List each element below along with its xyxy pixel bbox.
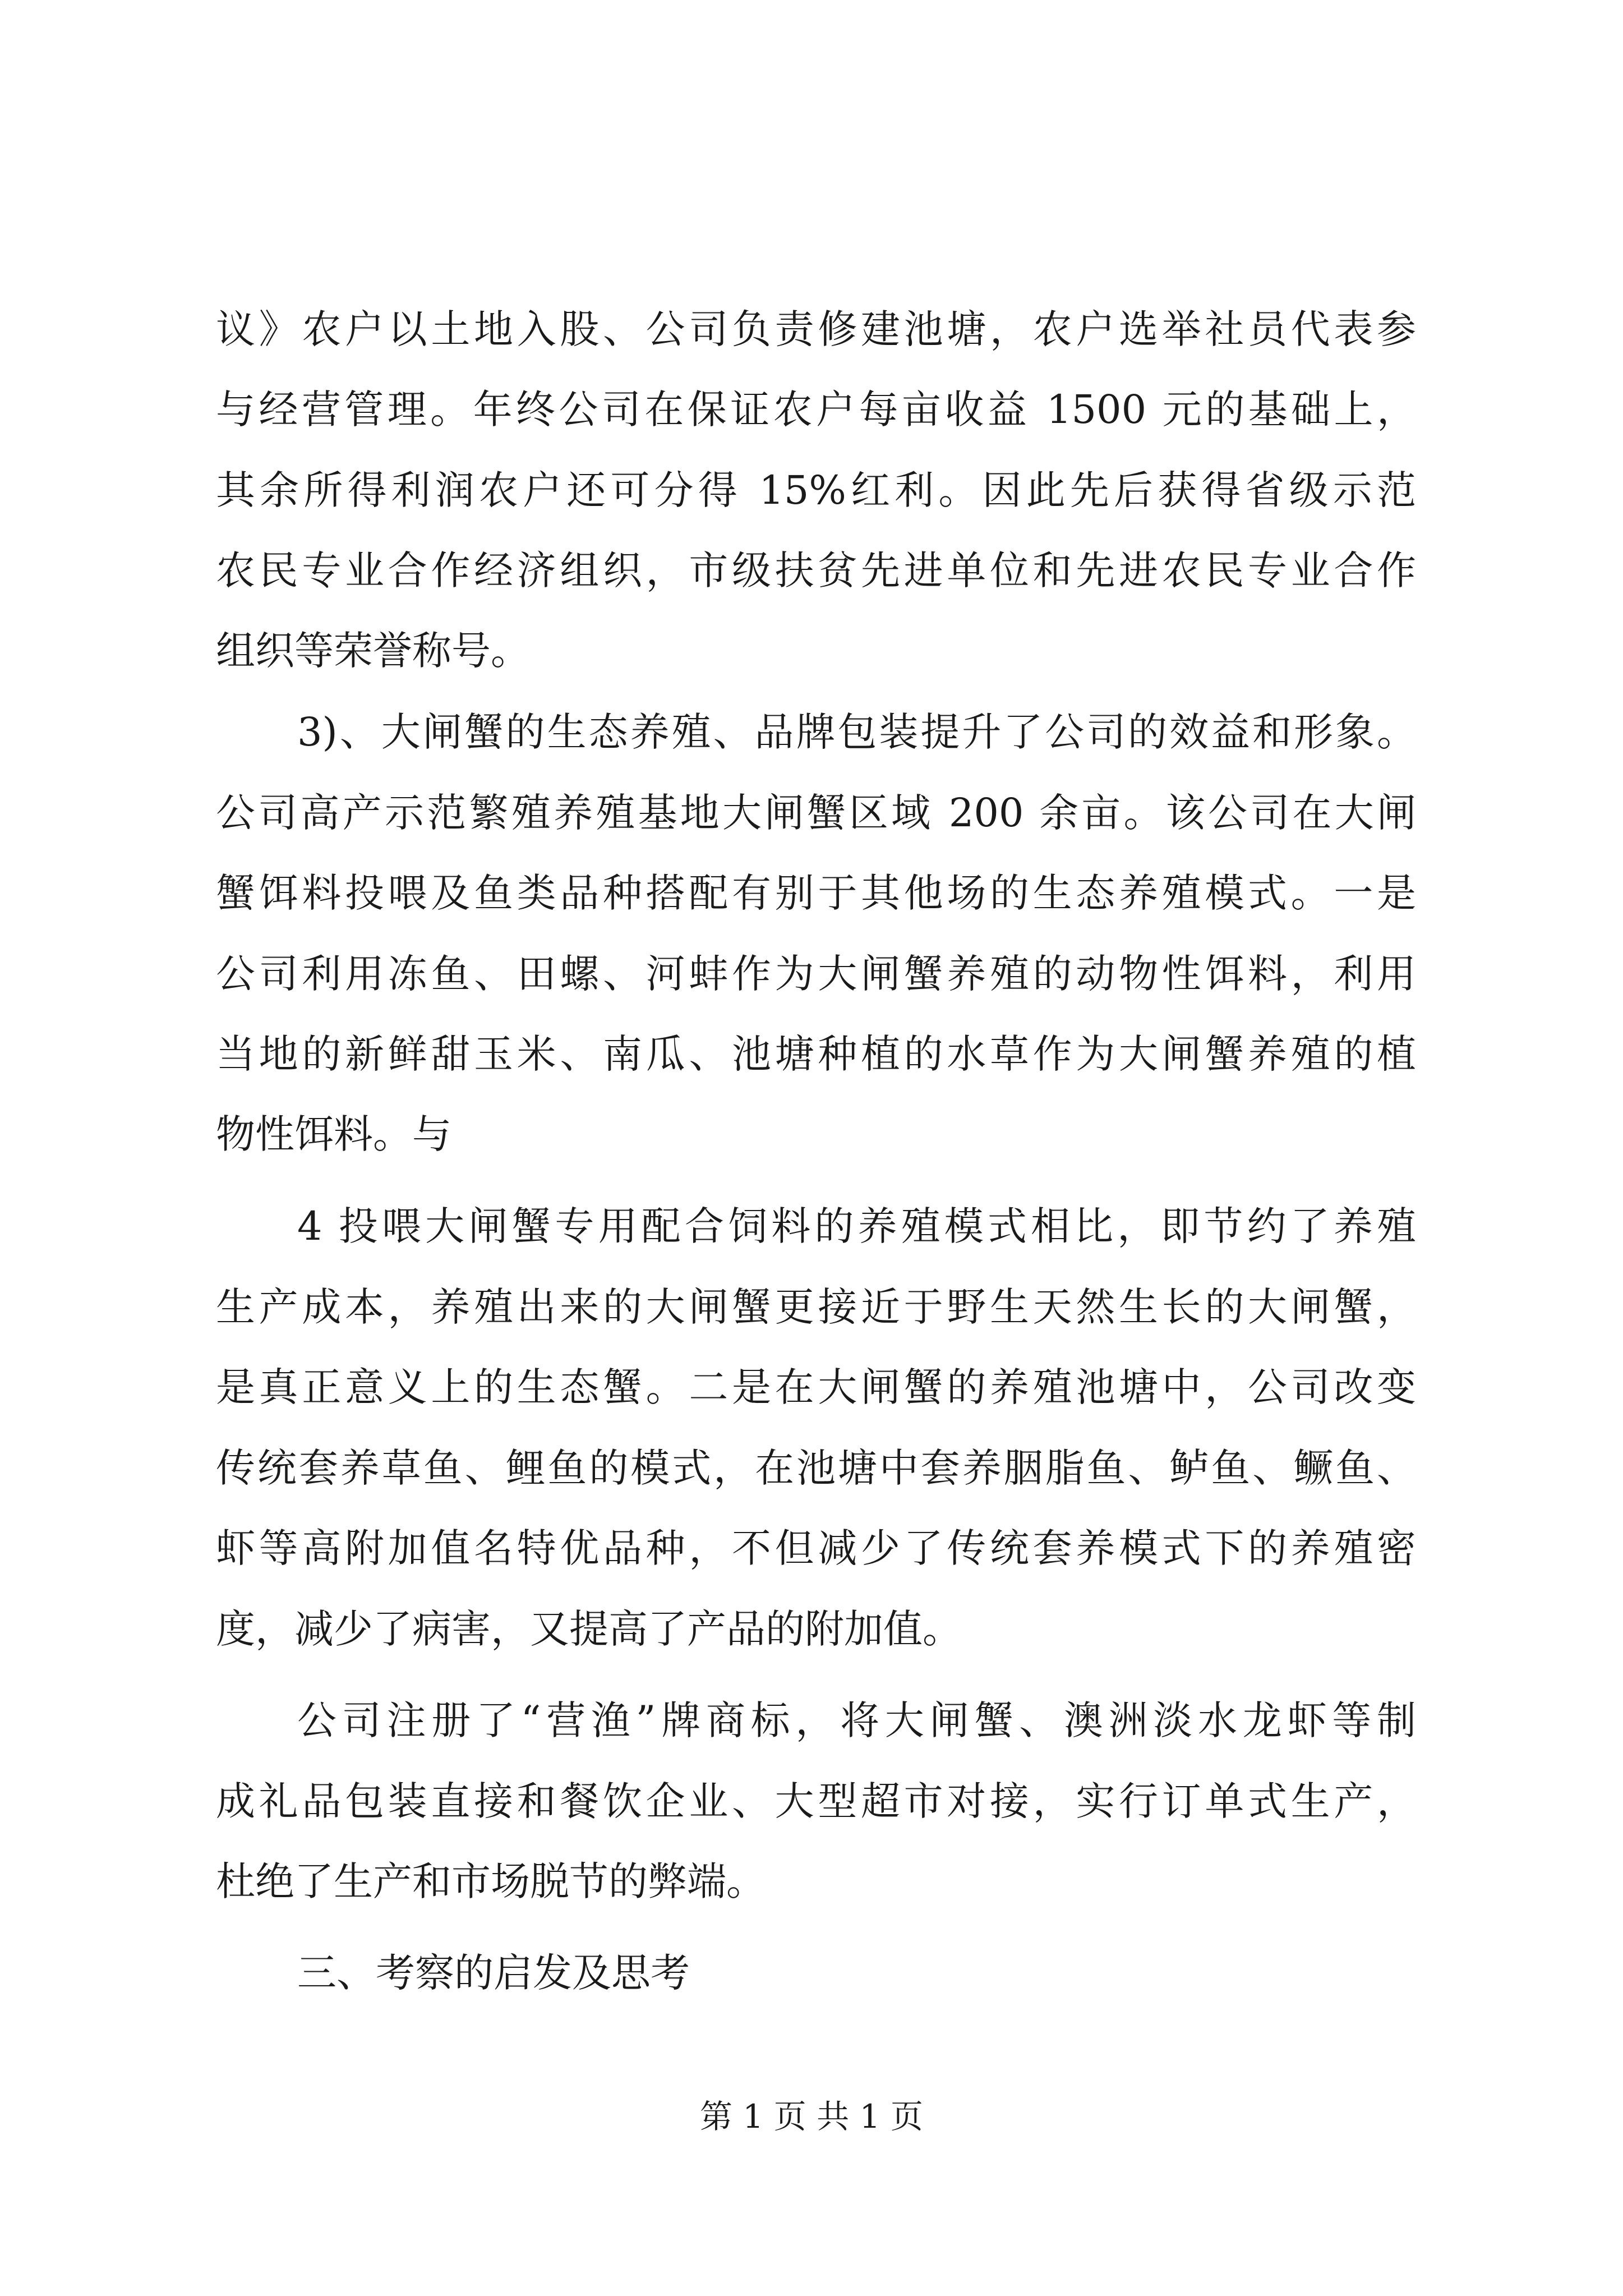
text-line: 公司注册了“营渔”牌商标，将大闸蟹、澳洲淡水龙虾等制 bbox=[297, 1697, 1416, 1743]
text-line: 组织等荣誉称号。 bbox=[216, 628, 530, 674]
text-line: 4 投喂大闸蟹专用配合饲料的养殖模式相比，即节约了养殖 bbox=[297, 1203, 1416, 1249]
text-line: 其余所得利润农户还可分得 15%红利。因此先后获得省级示范 bbox=[216, 467, 1416, 513]
page-number-footer: 第 1 页 共 1 页 bbox=[700, 2097, 923, 2136]
text-line: 物性饵料。与 bbox=[216, 1111, 451, 1157]
text-line: 与经营管理。年终公司在保证农户每亩收益 1500 元的基础上， bbox=[216, 386, 1416, 432]
text-line: 杜绝了生产和市场脱节的弊端。 bbox=[216, 1858, 766, 1904]
text-line: 议》农户以土地入股、公司负责修建池塘，农户选举社员代表参 bbox=[216, 306, 1416, 352]
text-line: 公司利用冻鱼、田螺、河蚌作为大闸蟹养殖的动物性饵料，利用 bbox=[216, 951, 1416, 997]
text-line: 3)、大闸蟹的生态养殖、品牌包装提升了公司的效益和形象。 bbox=[297, 709, 1416, 755]
section-heading: 三、考察的启发及思考 bbox=[297, 1950, 690, 1996]
text-line: 度，减少了病害，又提高了产品的附加值。 bbox=[216, 1606, 962, 1652]
text-line: 是真正意义上的生态蟹。二是在大闸蟹的养殖池塘中，公司改变 bbox=[216, 1364, 1416, 1410]
text-line: 公司高产示范繁殖养殖基地大闸蟹区域 200 余亩。该公司在大闸 bbox=[216, 790, 1416, 836]
text-line: 成礼品包装直接和餐饮企业、大型超市对接，实行订单式生产， bbox=[216, 1778, 1416, 1824]
text-line: 传统套养草鱼、鲤鱼的模式，在池塘中套养胭脂鱼、鲈鱼、鳜鱼、 bbox=[216, 1445, 1416, 1491]
text-line: 当地的新鲜甜玉米、南瓜、池塘种植的水草作为大闸蟹养殖的植 bbox=[216, 1031, 1416, 1077]
text-line: 生产成本，养殖出来的大闸蟹更接近于野生天然生长的大闸蟹， bbox=[216, 1284, 1416, 1330]
text-line: 农民专业合作经济组织，市级扶贫先进单位和先进农民专业合作 bbox=[216, 547, 1416, 593]
text-line: 蟹饵料投喂及鱼类品种搭配有别于其他场的生态养殖模式。一是 bbox=[216, 870, 1416, 916]
text-line: 虾等高附加值名特优品种，不但减少了传统套养模式下的养殖密 bbox=[216, 1525, 1416, 1571]
